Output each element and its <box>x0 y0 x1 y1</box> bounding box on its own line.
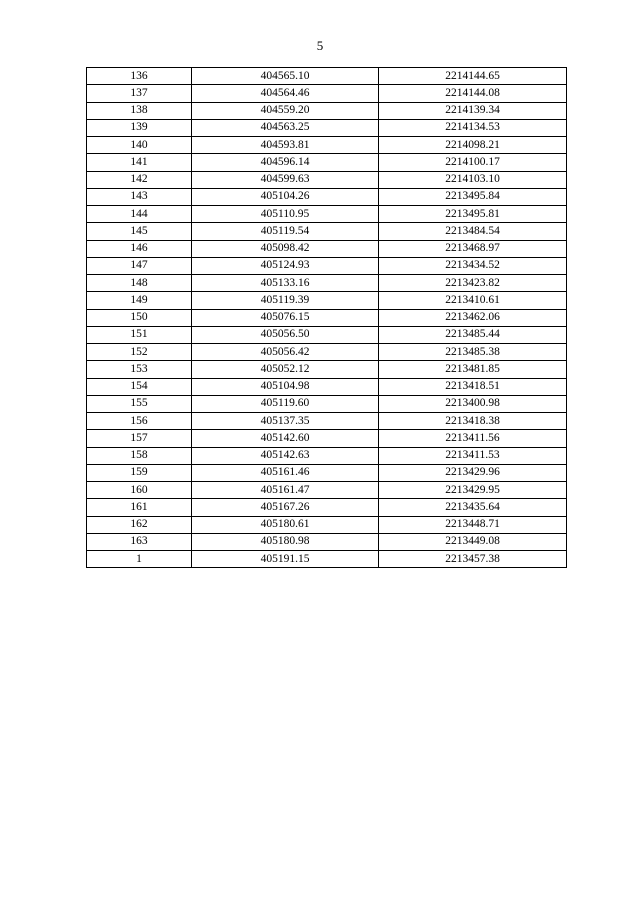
x-coordinate-cell: 405142.63 <box>192 447 379 464</box>
x-coordinate-cell: 404565.10 <box>192 68 379 85</box>
x-coordinate-cell: 405110.95 <box>192 206 379 223</box>
point-number-cell: 156 <box>87 413 192 430</box>
x-coordinate-cell: 404563.25 <box>192 119 379 136</box>
table-row <box>87 102 567 119</box>
point-number-cell: 140 <box>87 137 192 154</box>
table-row <box>87 275 567 292</box>
y-coordinate-cell: 2213418.38 <box>379 413 567 430</box>
table-row <box>87 137 567 154</box>
point-number-cell: 1 <box>87 551 192 568</box>
point-number-cell: 147 <box>87 257 192 274</box>
y-coordinate-cell: 2213449.08 <box>379 533 567 550</box>
y-coordinate-cell: 2213485.38 <box>379 344 567 361</box>
y-coordinate-cell: 2213495.84 <box>379 188 567 205</box>
x-coordinate-cell: 405056.50 <box>192 326 379 343</box>
table-row <box>87 464 567 481</box>
x-coordinate-cell: 405076.15 <box>192 309 379 326</box>
point-number-cell: 158 <box>87 447 192 464</box>
table-row <box>87 551 567 568</box>
y-coordinate-cell: 2213462.06 <box>379 309 567 326</box>
table-row <box>87 292 567 309</box>
x-coordinate-cell: 405161.47 <box>192 482 379 499</box>
y-coordinate-cell: 2214139.34 <box>379 102 567 119</box>
table-row <box>87 309 567 326</box>
point-number-cell: 137 <box>87 85 192 102</box>
table-row <box>87 533 567 550</box>
y-coordinate-cell: 2213484.54 <box>379 223 567 240</box>
y-coordinate-cell: 2214103.10 <box>379 171 567 188</box>
y-coordinate-cell: 2213411.53 <box>379 447 567 464</box>
page-number: 5 <box>316 38 324 53</box>
y-coordinate-cell: 2213448.71 <box>379 516 567 533</box>
point-number-cell: 139 <box>87 119 192 136</box>
table-row <box>87 378 567 395</box>
y-coordinate-cell: 2213435.64 <box>379 499 567 516</box>
x-coordinate-cell: 405119.54 <box>192 223 379 240</box>
table-row <box>87 68 567 85</box>
x-coordinate-cell: 404593.81 <box>192 137 379 154</box>
x-coordinate-cell: 405104.98 <box>192 378 379 395</box>
table-row <box>87 206 567 223</box>
x-coordinate-cell: 405052.12 <box>192 361 379 378</box>
point-number-cell: 163 <box>87 533 192 550</box>
y-coordinate-cell: 2213468.97 <box>379 240 567 257</box>
point-number-cell: 153 <box>87 361 192 378</box>
table-row <box>87 188 567 205</box>
table-row <box>87 499 567 516</box>
x-coordinate-cell: 405104.26 <box>192 188 379 205</box>
point-number-cell: 154 <box>87 378 192 395</box>
x-coordinate-cell: 405161.46 <box>192 464 379 481</box>
x-coordinate-cell: 404559.20 <box>192 102 379 119</box>
table-row <box>87 413 567 430</box>
table-row <box>87 154 567 171</box>
point-number-cell: 146 <box>87 240 192 257</box>
x-coordinate-cell: 405056.42 <box>192 344 379 361</box>
point-number-cell: 157 <box>87 430 192 447</box>
table-row <box>87 361 567 378</box>
y-coordinate-cell: 2213457.38 <box>379 551 567 568</box>
point-number-cell: 142 <box>87 171 192 188</box>
y-coordinate-cell: 2213481.85 <box>379 361 567 378</box>
y-coordinate-cell: 2213418.51 <box>379 378 567 395</box>
table-row <box>87 447 567 464</box>
table-row <box>87 223 567 240</box>
y-coordinate-cell: 2213429.96 <box>379 464 567 481</box>
point-number-cell: 152 <box>87 344 192 361</box>
x-coordinate-cell: 404564.46 <box>192 85 379 102</box>
coordinates-table-body <box>87 68 567 568</box>
table-row <box>87 171 567 188</box>
y-coordinate-cell: 2214144.08 <box>379 85 567 102</box>
y-coordinate-cell: 2213423.82 <box>379 275 567 292</box>
table-row <box>87 395 567 412</box>
point-number-cell: 148 <box>87 275 192 292</box>
x-coordinate-cell: 404596.14 <box>192 154 379 171</box>
x-coordinate-cell: 405191.15 <box>192 551 379 568</box>
point-number-cell: 159 <box>87 464 192 481</box>
x-coordinate-cell: 405119.39 <box>192 292 379 309</box>
point-number-cell: 150 <box>87 309 192 326</box>
x-coordinate-cell: 405167.26 <box>192 499 379 516</box>
table-row <box>87 240 567 257</box>
y-coordinate-cell: 2214144.65 <box>379 68 567 85</box>
point-number-cell: 145 <box>87 223 192 240</box>
point-number-cell: 143 <box>87 188 192 205</box>
y-coordinate-cell: 2213400.98 <box>379 395 567 412</box>
x-coordinate-cell: 405119.60 <box>192 395 379 412</box>
table-row <box>87 516 567 533</box>
x-coordinate-cell: 405098.42 <box>192 240 379 257</box>
point-number-cell: 136 <box>87 68 192 85</box>
point-number-cell: 161 <box>87 499 192 516</box>
point-number-cell: 162 <box>87 516 192 533</box>
table-row <box>87 326 567 343</box>
table-row <box>87 119 567 136</box>
x-coordinate-cell: 404599.63 <box>192 171 379 188</box>
y-coordinate-cell: 2213429.95 <box>379 482 567 499</box>
point-number-cell: 138 <box>87 102 192 119</box>
y-coordinate-cell: 2213434.52 <box>379 257 567 274</box>
x-coordinate-cell: 405180.98 <box>192 533 379 550</box>
y-coordinate-cell: 2213485.44 <box>379 326 567 343</box>
y-coordinate-cell: 2213495.81 <box>379 206 567 223</box>
coordinates-table <box>86 67 567 568</box>
point-number-cell: 141 <box>87 154 192 171</box>
point-number-cell: 155 <box>87 395 192 412</box>
table-row <box>87 257 567 274</box>
y-coordinate-cell: 2214100.17 <box>379 154 567 171</box>
table-row <box>87 482 567 499</box>
y-coordinate-cell: 2214098.21 <box>379 137 567 154</box>
x-coordinate-cell: 405137.35 <box>192 413 379 430</box>
x-coordinate-cell: 405124.93 <box>192 257 379 274</box>
y-coordinate-cell: 2213411.56 <box>379 430 567 447</box>
point-number-cell: 144 <box>87 206 192 223</box>
point-number-cell: 149 <box>87 292 192 309</box>
x-coordinate-cell: 405180.61 <box>192 516 379 533</box>
table-row <box>87 85 567 102</box>
x-coordinate-cell: 405142.60 <box>192 430 379 447</box>
table-row <box>87 344 567 361</box>
table-row <box>87 430 567 447</box>
point-number-cell: 160 <box>87 482 192 499</box>
point-number-cell: 151 <box>87 326 192 343</box>
y-coordinate-cell: 2213410.61 <box>379 292 567 309</box>
y-coordinate-cell: 2214134.53 <box>379 119 567 136</box>
x-coordinate-cell: 405133.16 <box>192 275 379 292</box>
